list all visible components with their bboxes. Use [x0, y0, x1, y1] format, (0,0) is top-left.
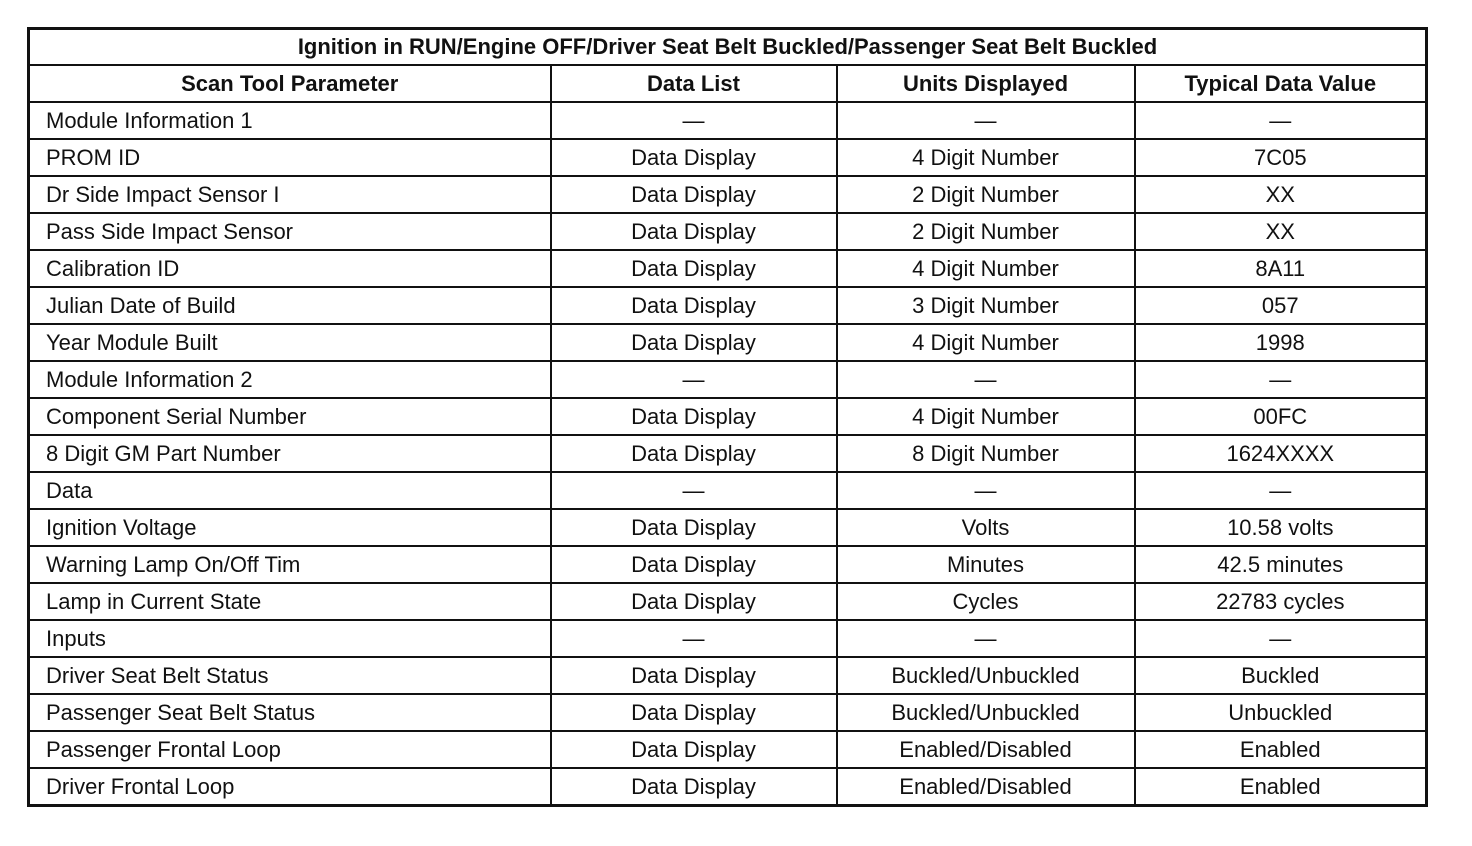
- typical-value-cell: 7C05: [1135, 139, 1427, 176]
- column-header-typical-data-value: Typical Data Value: [1135, 65, 1427, 102]
- table-row: [29, 398, 1427, 435]
- units-cell: 8 Digit Number: [837, 435, 1135, 472]
- column-header-data-list: Data List: [551, 65, 837, 102]
- table-row: [29, 583, 1427, 620]
- data-list-cell: —: [551, 102, 837, 139]
- parameter-cell: Julian Date of Build: [29, 287, 551, 324]
- table-row: [29, 472, 1427, 509]
- data-list-cell: Data Display: [551, 768, 837, 806]
- parameter-cell: Driver Seat Belt Status: [29, 657, 551, 694]
- data-list-cell: Data Display: [551, 583, 837, 620]
- table-row: [29, 435, 1427, 472]
- table-row: [29, 176, 1427, 213]
- parameter-cell: Driver Frontal Loop: [29, 768, 551, 806]
- table-row: [29, 768, 1427, 806]
- data-list-cell: Data Display: [551, 435, 837, 472]
- table-row: [29, 694, 1427, 731]
- parameter-cell: Warning Lamp On/Off Tim: [29, 546, 551, 583]
- parameter-cell: Passenger Frontal Loop: [29, 731, 551, 768]
- data-list-cell: —: [551, 620, 837, 657]
- table-row: [29, 213, 1427, 250]
- units-cell: Minutes: [837, 546, 1135, 583]
- table-header-row: [29, 65, 1427, 102]
- units-cell: Buckled/Unbuckled: [837, 657, 1135, 694]
- table-row: [29, 324, 1427, 361]
- units-cell: 2 Digit Number: [837, 176, 1135, 213]
- typical-value-cell: XX: [1135, 176, 1427, 213]
- parameter-cell: Calibration ID: [29, 250, 551, 287]
- data-list-cell: Data Display: [551, 657, 837, 694]
- typical-value-cell: 10.58 volts: [1135, 509, 1427, 546]
- table-row: [29, 509, 1427, 546]
- scan-tool-data-table: [27, 27, 1428, 807]
- data-list-cell: Data Display: [551, 250, 837, 287]
- table-row: [29, 287, 1427, 324]
- typical-value-cell: 057: [1135, 287, 1427, 324]
- typical-value-cell: 22783 cycles: [1135, 583, 1427, 620]
- units-cell: —: [837, 620, 1135, 657]
- typical-value-cell: —: [1135, 361, 1427, 398]
- parameter-cell: Module Information 1: [29, 102, 551, 139]
- data-list-cell: Data Display: [551, 287, 837, 324]
- units-cell: —: [837, 361, 1135, 398]
- typical-value-cell: XX: [1135, 213, 1427, 250]
- typical-value-cell: Buckled: [1135, 657, 1427, 694]
- typical-value-cell: —: [1135, 102, 1427, 139]
- parameter-cell: Passenger Seat Belt Status: [29, 694, 551, 731]
- parameter-cell: Module Information 2: [29, 361, 551, 398]
- data-list-cell: Data Display: [551, 139, 837, 176]
- units-cell: Enabled/Disabled: [837, 731, 1135, 768]
- table-title: Ignition in RUN/Engine OFF/Driver Seat Belt Buckled/Passenger Seat Belt Buckled: [29, 29, 1427, 66]
- table-body: [29, 102, 1427, 806]
- data-list-cell: Data Display: [551, 509, 837, 546]
- table-row: [29, 102, 1427, 139]
- data-list-cell: Data Display: [551, 731, 837, 768]
- units-cell: —: [837, 102, 1135, 139]
- parameter-cell: 8 Digit GM Part Number: [29, 435, 551, 472]
- table-row: [29, 546, 1427, 583]
- typical-value-cell: —: [1135, 620, 1427, 657]
- typical-value-cell: 1624XXXX: [1135, 435, 1427, 472]
- typical-value-cell: Enabled: [1135, 768, 1427, 806]
- table-title-row: [29, 29, 1427, 66]
- data-list-cell: Data Display: [551, 546, 837, 583]
- data-list-cell: Data Display: [551, 398, 837, 435]
- data-list-cell: Data Display: [551, 694, 837, 731]
- data-list-cell: Data Display: [551, 176, 837, 213]
- column-header-units-displayed: Units Displayed: [837, 65, 1135, 102]
- data-list-cell: Data Display: [551, 213, 837, 250]
- table-row: [29, 657, 1427, 694]
- units-cell: 4 Digit Number: [837, 250, 1135, 287]
- column-header-scan-tool-parameter: Scan Tool Parameter: [29, 65, 551, 102]
- parameter-cell: Year Module Built: [29, 324, 551, 361]
- parameter-cell: Dr Side Impact Sensor I: [29, 176, 551, 213]
- units-cell: 3 Digit Number: [837, 287, 1135, 324]
- parameter-cell: Ignition Voltage: [29, 509, 551, 546]
- typical-value-cell: —: [1135, 472, 1427, 509]
- typical-value-cell: 1998: [1135, 324, 1427, 361]
- parameter-cell: Component Serial Number: [29, 398, 551, 435]
- units-cell: Cycles: [837, 583, 1135, 620]
- typical-value-cell: Unbuckled: [1135, 694, 1427, 731]
- units-cell: 4 Digit Number: [837, 139, 1135, 176]
- units-cell: 4 Digit Number: [837, 324, 1135, 361]
- units-cell: 2 Digit Number: [837, 213, 1135, 250]
- table-row: [29, 731, 1427, 768]
- units-cell: Buckled/Unbuckled: [837, 694, 1135, 731]
- parameter-cell: Data: [29, 472, 551, 509]
- units-cell: 4 Digit Number: [837, 398, 1135, 435]
- table-row: [29, 361, 1427, 398]
- typical-value-cell: Enabled: [1135, 731, 1427, 768]
- units-cell: —: [837, 472, 1135, 509]
- units-cell: Enabled/Disabled: [837, 768, 1135, 806]
- parameter-cell: Lamp in Current State: [29, 583, 551, 620]
- table-row: [29, 620, 1427, 657]
- table-row: [29, 250, 1427, 287]
- data-list-cell: —: [551, 472, 837, 509]
- data-list-cell: —: [551, 361, 837, 398]
- parameter-cell: PROM ID: [29, 139, 551, 176]
- units-cell: Volts: [837, 509, 1135, 546]
- typical-value-cell: 42.5 minutes: [1135, 546, 1427, 583]
- typical-value-cell: 00FC: [1135, 398, 1427, 435]
- parameter-cell: Inputs: [29, 620, 551, 657]
- table-row: [29, 139, 1427, 176]
- parameter-cell: Pass Side Impact Sensor: [29, 213, 551, 250]
- typical-value-cell: 8A11: [1135, 250, 1427, 287]
- data-list-cell: Data Display: [551, 324, 837, 361]
